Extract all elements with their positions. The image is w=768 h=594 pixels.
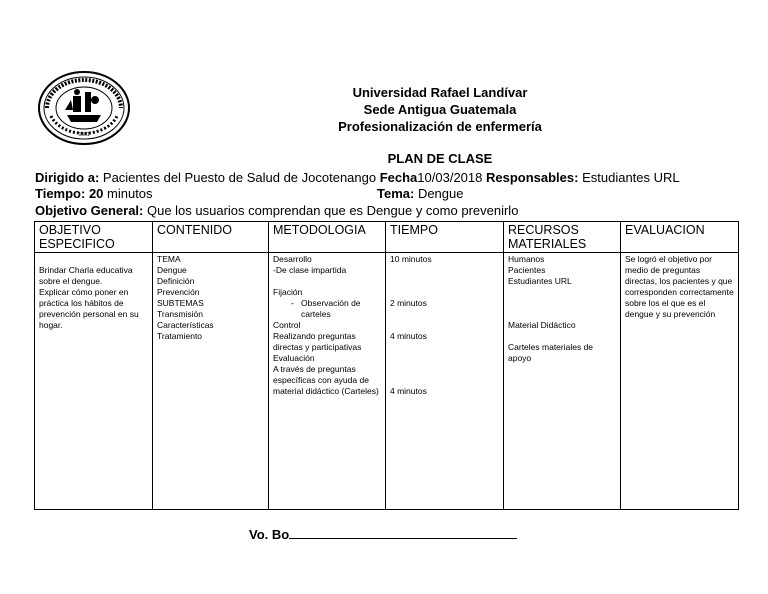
info-line-objetivo bbox=[35, 203, 518, 219]
tiempo-item: 4 minutos bbox=[390, 386, 427, 396]
vobo-label: Vo. Bo bbox=[249, 527, 290, 542]
metodologia-item: Fijación bbox=[273, 287, 303, 297]
contenido-item: Definición bbox=[157, 276, 195, 286]
dirigido-label: Dirigido a: bbox=[35, 170, 100, 185]
tema-label: Tema: bbox=[377, 186, 415, 201]
table-header-row bbox=[35, 222, 739, 253]
metodologia-item: Desarrollo bbox=[273, 254, 312, 264]
svg-text:1961: 1961 bbox=[78, 132, 90, 138]
tiempo-item: 10 minutos bbox=[390, 254, 432, 264]
objetivo-general-value: Que los usuarios comprendan que es Dengue y como prevenirlo bbox=[143, 203, 519, 218]
fecha-label: Fecha bbox=[379, 170, 418, 185]
metodologia-bullet-item bbox=[273, 298, 381, 320]
tiempo-num: 20 bbox=[85, 186, 104, 201]
col-header-metodologia: METODOLOGIA bbox=[269, 222, 386, 253]
dirigido-value: Pacientes del Puesto de Salud de Jocotenango bbox=[99, 170, 380, 185]
contenido-item: Transmisión bbox=[157, 309, 203, 319]
metodologia-item: -De clase impartida bbox=[273, 265, 347, 275]
recursos-item: Humanos bbox=[508, 254, 545, 264]
metodologia-item: Control bbox=[273, 320, 301, 330]
contenido-item: Prevención bbox=[157, 287, 200, 297]
cell-contenido bbox=[153, 253, 269, 510]
program-name: Profesionalización de enfermería bbox=[338, 119, 542, 134]
campus-name: Sede Antigua Guatemala bbox=[363, 102, 517, 117]
col-header-recursos: RECURSOS MATERIALES bbox=[504, 222, 621, 253]
objetivo-item: Explicar cómo poner en práctica los hábitos de prevención personal en su hogar. bbox=[39, 287, 139, 330]
recursos-item: Carteles materiales de apoyo bbox=[508, 342, 594, 363]
info-line-tiempo bbox=[35, 186, 153, 202]
header bbox=[300, 84, 580, 135]
cell-recursos bbox=[504, 253, 621, 510]
info-line-dirigido bbox=[35, 170, 680, 186]
objetivo-item: Brindar Charla educativa sobre el dengue. bbox=[39, 265, 133, 286]
col-header-tiempo: TIEMPO bbox=[386, 222, 504, 253]
responsables-label: Responsables: bbox=[485, 170, 579, 185]
tiempo-label: Tiempo: bbox=[35, 186, 86, 201]
recursos-item: Material Didáctico bbox=[508, 320, 576, 330]
cell-objetivo bbox=[35, 253, 153, 510]
metodologia-item: Realizando preguntas directas y participativas bbox=[273, 331, 362, 352]
info-line-tema bbox=[377, 186, 463, 202]
tiempo-item: 2 minutos bbox=[390, 298, 427, 308]
col-header-objetivo: OBJETIVO ESPECIFICO bbox=[35, 222, 153, 253]
fecha-value: 10/03/2018 bbox=[417, 170, 486, 185]
responsables-value: Estudiantes URL bbox=[578, 170, 680, 185]
vobo-signature-line bbox=[249, 527, 517, 542]
contenido-item: TEMA bbox=[157, 254, 181, 264]
recursos-item: Pacientes bbox=[508, 265, 546, 275]
metodologia-item: A través de preguntas específicas con ayuda de material didáctico (Carteles) bbox=[273, 364, 379, 396]
contenido-item: SUBTEMAS bbox=[157, 298, 204, 308]
bullet-dash: - bbox=[291, 298, 294, 308]
table-row bbox=[35, 253, 739, 510]
plan-table bbox=[34, 221, 739, 510]
metodologia-item: Observación de carteles bbox=[301, 298, 361, 319]
contenido-item: Tratamiento bbox=[157, 331, 203, 341]
cell-evaluacion bbox=[621, 253, 739, 510]
recursos-item: Estudiantes URL bbox=[508, 276, 572, 286]
cell-tiempo bbox=[386, 253, 504, 510]
tiempo-unit: minutos bbox=[103, 186, 153, 201]
objetivo-general-label: Objetivo General: bbox=[35, 203, 144, 218]
contenido-item: Características bbox=[157, 320, 214, 330]
col-header-contenido: CONTENIDO bbox=[153, 222, 269, 253]
university-seal-logo bbox=[37, 70, 131, 146]
tema-value: Dengue bbox=[414, 186, 464, 201]
tiempo-item: 4 minutos bbox=[390, 331, 427, 341]
plan-title: PLAN DE CLASE bbox=[387, 151, 493, 166]
contenido-item: Dengue bbox=[157, 265, 187, 275]
university-name: Universidad Rafael Landívar bbox=[352, 85, 528, 100]
col-header-evaluacion: EVALUACION bbox=[621, 222, 739, 253]
cell-metodologia bbox=[269, 253, 386, 510]
metodologia-item: Evaluación bbox=[273, 353, 315, 363]
evaluacion-text: Se logró el objetivo por medio de preguntas directas, los pacientes y que corresponden correctamente sobre los el que es el dengue y su prevención bbox=[625, 254, 734, 319]
signature-line bbox=[289, 527, 517, 539]
